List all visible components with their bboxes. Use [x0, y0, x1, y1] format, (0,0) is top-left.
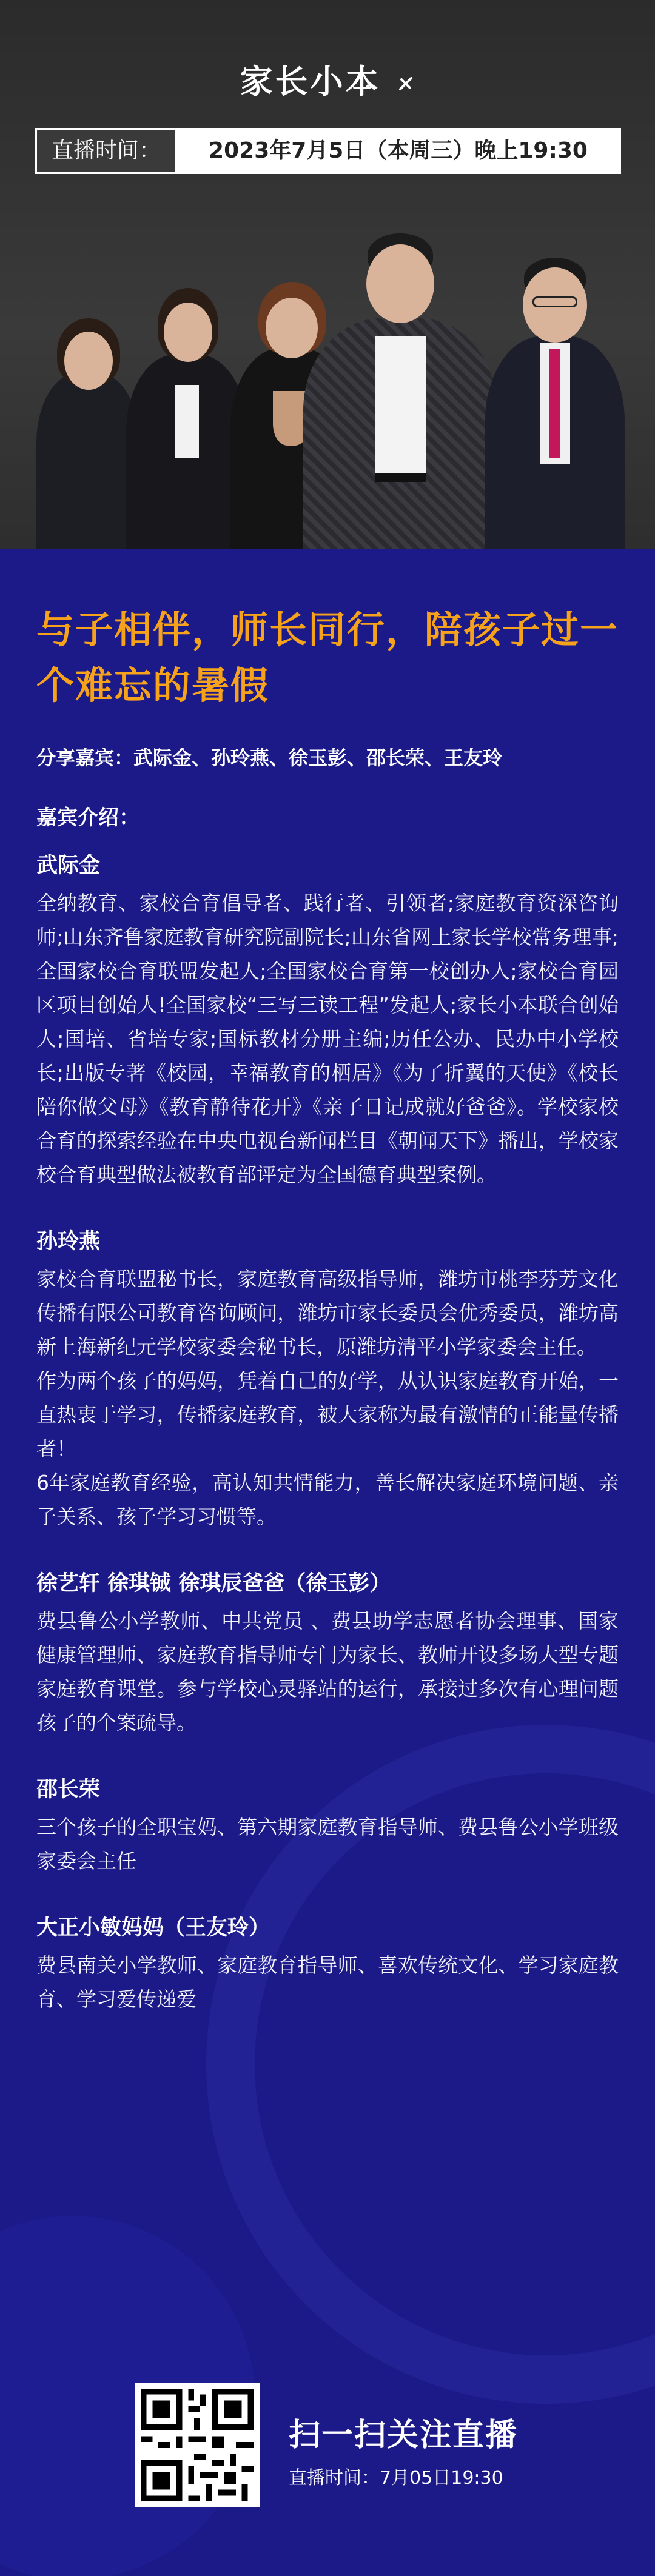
guest-bio-4	[36, 1773, 619, 1878]
guest-name: 徐艺轩 徐琪铖 徐琪辰爸爸（徐玉彭）	[36, 1571, 391, 1596]
guest-photo-1	[36, 318, 139, 549]
guest-bio-text: 费县鲁公小学教师、中共党员 、费县助学志愿者协会理事、国家健康管理师、家庭教育指导师专门为家长、教师开设多场大型专题家庭教育课堂。参与学校心灵驿站的运行，承接过多次有心理问题孩子的个案疏导。	[36, 1609, 619, 1735]
guest-bio-text: 费县南关小学教师、家庭教育指导师、喜欢传统文化、学习家庭教育、学习爱传递爱	[36, 1953, 619, 2011]
guest-name: 邵长荣	[36, 1778, 101, 1802]
guest-photo-2	[126, 288, 247, 549]
guest-name: 孙玲燕	[36, 1229, 101, 1254]
guest-bio-text: 全纳教育、家校合育倡导者、践行者、引领者;家庭教育资深咨询师;山东齐鲁家庭教育研究院副院长;山东省网上家长学校常务理事;全国家校合育联盟发起人;全国家校合育第一校创办人;家校合育园区项目创始人!全国家校“三写三读工程”发起人;家长小本联合创始人;国培、省培专家;国标教材分册主编;历任公办、民办中小学校长;出版专著《校园，幸福教育的栖居》《为了折翼的天使》《校长陪你做父母》《教育静待花开》《亲子日记成就好爸爸》。学校家校合育的探索经验在中央电视台新闻栏目《朝闻天下》播出，学校家校合育典型做法被教育部评定为全国德育典型案例。	[36, 891, 619, 1186]
guest-bio-text: 家校合育联盟秘书长，家庭教育高级指导师，潍坊市桃李芬芳文化传播有限公司教育咨询顾问，潍坊市家长委员会优秀委员，潍坊高新上海新纪元学校家委会秘书长，原潍坊清平小学家委会主任。	[36, 1267, 619, 1359]
footer-cta	[0, 2383, 655, 2510]
qr-code[interactable]	[135, 2383, 260, 2507]
brand-text: 家长小本	[240, 62, 381, 101]
guest-photos	[0, 209, 655, 549]
guest-bio-5	[36, 1911, 619, 2016]
guest-bio-text: 三个孩子的全职宝妈、第六期家庭教育指导师、费县鲁公小学班级家委会主任	[36, 1815, 619, 1873]
intro-heading: 嘉宾介绍：	[36, 806, 139, 830]
live-time-value: 2023年7月5日（本周三）晚上19:30	[175, 128, 621, 174]
page-title: 与子相伴，师长同行，陪孩子过一个难忘的暑假	[36, 607, 619, 708]
guest-bio-2	[36, 1225, 619, 1534]
brand-logo	[0, 56, 655, 102]
guest-bio-text: 6年家庭教育经验，高认知共情能力，善长解决家庭环境问题、亲子关系、孩子学习习惯等。	[36, 1471, 619, 1528]
guest-bio-text: 作为两个孩子的妈妈，凭着自己的好学，从认识家庭教育开始，一直热衷于学习，传播家庭教育，被大家称为最有激情的正能量传播者！	[36, 1369, 619, 1460]
footer-live-time: 直播时间：7月05日19:30	[289, 2467, 503, 2489]
live-time-label: 直播时间：	[35, 128, 175, 174]
guest-photo-5	[485, 258, 625, 549]
spark-icon	[397, 75, 415, 93]
hero-banner	[0, 0, 655, 549]
scan-follow-text: 扫一扫关注直播	[289, 2417, 519, 2454]
guest-name: 大正小敏妈妈（王友玲）	[36, 1916, 270, 1940]
guest-bio-3	[36, 1567, 619, 1740]
main-content	[0, 602, 655, 2016]
live-time-bar	[35, 129, 621, 173]
guest-bio-1	[36, 849, 619, 1192]
guest-name: 武际金	[36, 854, 101, 878]
guest-photo-4	[303, 233, 497, 549]
guests-list: 分享嘉宾：武际金、孙玲燕、徐玉彭、邵长荣、王友玲	[36, 746, 503, 769]
